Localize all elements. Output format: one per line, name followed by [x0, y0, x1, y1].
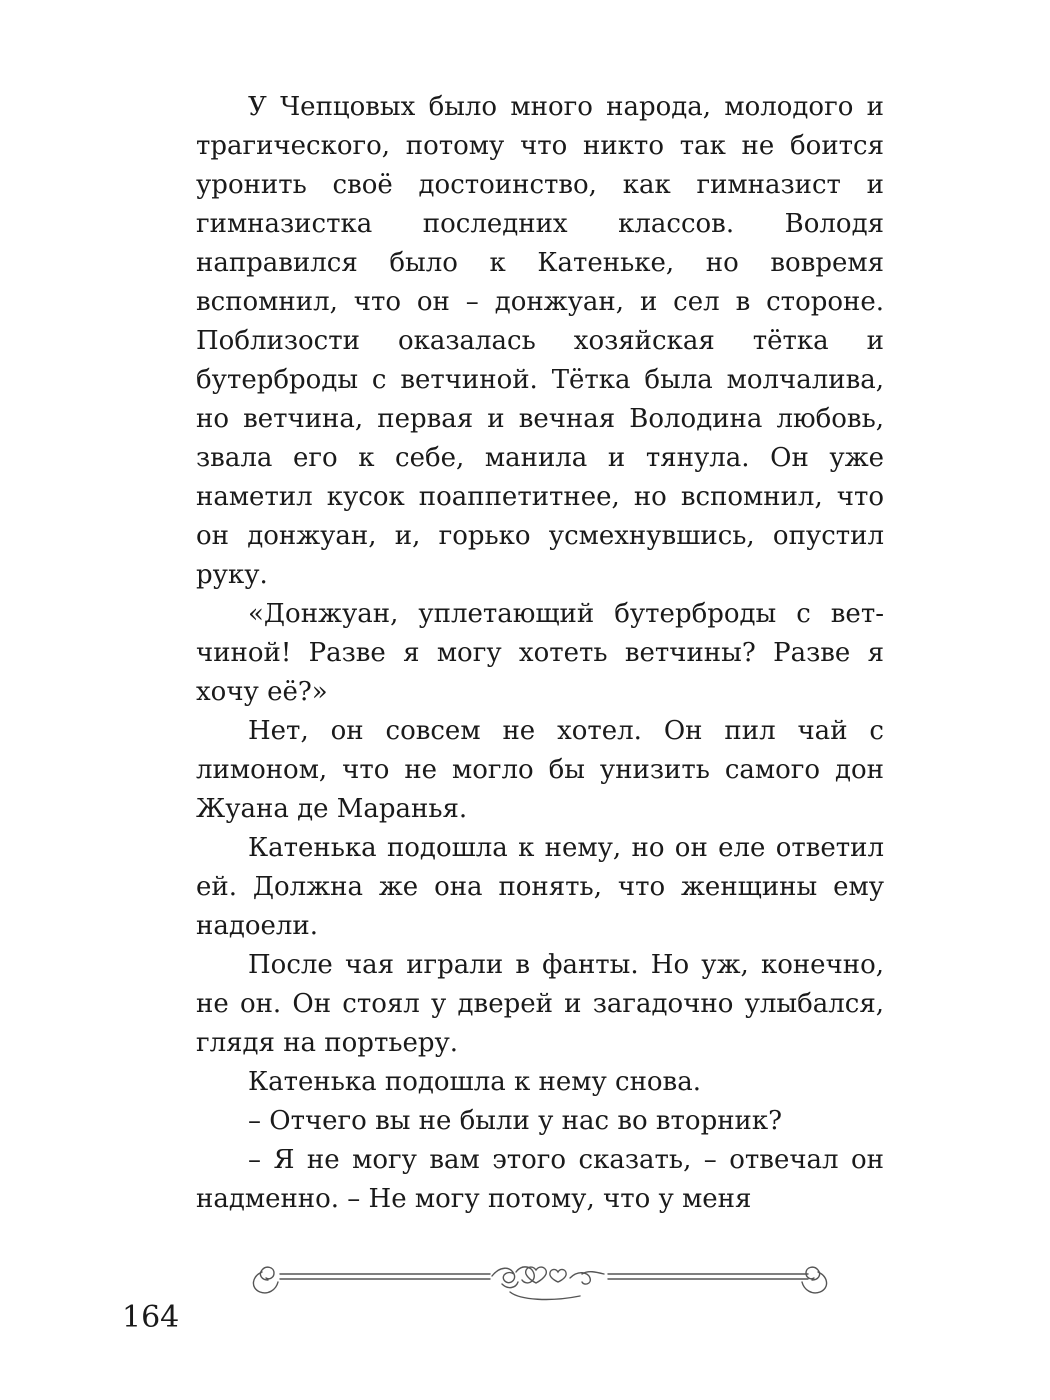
paragraph: «Донжуан, уплетающий бутерброды с ветчиной! Разве я могу хотеть ветчины? Разве я хочу её?» [196, 599, 884, 707]
decorative-divider-icon [240, 1258, 840, 1314]
paragraph: У Чепцовых было много народа, молодого и трагического, потому что никто так не боится уронить своё достоинство, как гимназист и гимназистка последних классов. Володя направился было к Катеньке, но вовремя вспомнил, что он – донжуан, и сел в стороне. Поблизости оказалась хозяйская тётка и бутерброды с ветчиной. Тётка была молчалива, но ветчина, первая и вечная Володина любовь, звала его к себе, манила и тянула. Он уже наметил кусок поаппетитнее, но вспомнил, что он донжуан, и, горько усмехнувшись, опустил руку. [196, 92, 884, 590]
paragraph: Катенька подошла к нему снова. [248, 1067, 701, 1097]
paragraph: Нет, он совсем не хотел. Он пил чай с лимоном, что не могло бы унизить самого дон Жуана де Маранья. [196, 716, 884, 824]
page-body-text [196, 88, 884, 1219]
paragraph: После чая играли в фанты. Но уж, конечно, не он. Он стоял у дверей и загадочно улыбался, глядя на портьеру. [196, 950, 884, 1058]
paragraph: – Я не могу вам этого сказать, – отвечал он надменно. – Не могу потому, что у меня [196, 1145, 884, 1214]
paragraph: – Отчего вы не были у нас во вторник? [248, 1106, 783, 1136]
paragraph: Катенька подошла к нему, но он еле ответил ей. Должна же она понять, что женщины ему надоели. [196, 833, 884, 941]
page-number: 164 [122, 1300, 180, 1335]
